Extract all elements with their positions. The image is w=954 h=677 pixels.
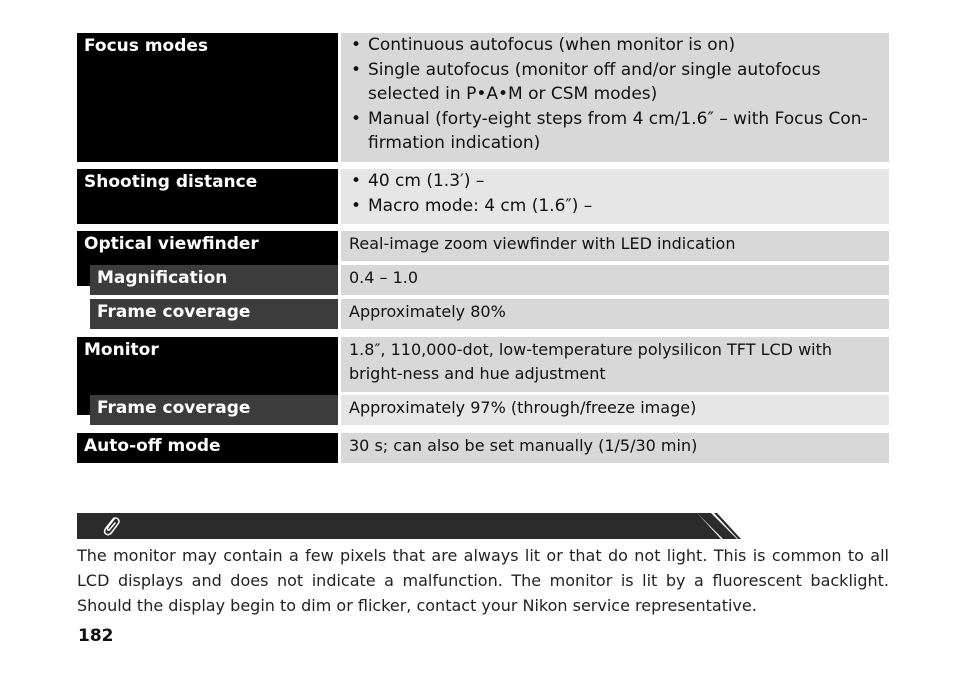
page-number: 182 [78, 626, 114, 646]
note-banner-tail [697, 513, 741, 539]
focus-modes-label [77, 33, 338, 162]
magnification-label-text: Magnification [97, 268, 228, 288]
shooting-distance-value [341, 169, 889, 224]
magnification-label [90, 265, 338, 295]
viewfinder-frame-coverage-value-text: Approximately 80% [349, 302, 506, 321]
viewfinder-frame-coverage-label-text: Frame coverage [97, 302, 251, 322]
shooting-distance-label-text: Shooting distance [84, 172, 258, 192]
optical-viewfinder-label-text: Optical viewfinder [84, 234, 259, 254]
focus-modes-value [341, 33, 889, 162]
monitor-frame-coverage-value [341, 395, 889, 425]
monitor-value-text: 1.8″, 110,000-dot, low-temperature polysilicon TFT LCD with bright-ness and hue adjustment [349, 340, 833, 383]
shooting-distance-label [77, 169, 338, 224]
monitor-frame-coverage-label-text: Frame coverage [97, 398, 251, 418]
monitor-frame-coverage-value-text: Approximately 97% (through/freeze image) [349, 398, 697, 417]
optical-viewfinder-value-text: Real-image zoom viewfinder with LED indication [349, 234, 736, 253]
focus-modes-label-text: Focus modes [84, 36, 209, 56]
shooting-distance-list [349, 169, 883, 218]
monitor-frame-coverage-label [90, 395, 338, 425]
viewfinder-frame-coverage-label [90, 299, 338, 329]
list-item: • 40 cm (1.3′) – [349, 169, 883, 194]
auto-off-mode-value-text: 30 s; can also be set manually (1/5/30 min) [349, 436, 698, 455]
auto-off-mode-label [77, 433, 338, 463]
magnification-value [341, 265, 889, 295]
list-item: • Single autofocus (monitor off and/or single autofocus selected in P•A•M or CSM modes) [349, 58, 883, 107]
note-banner [77, 513, 697, 539]
paperclip-icon [101, 515, 121, 537]
viewfinder-frame-coverage-value [341, 299, 889, 329]
optical-viewfinder-value [341, 231, 889, 261]
note-text: The monitor may contain a few pixels that are always lit or that do not light. This is common to all LCD displays and does not indicate a malfunction. The monitor is lit by a fluorescent backlight. Should the display begin to dim or flicker, contact your Nikon service representative. [77, 546, 889, 615]
list-item: • Macro mode: 4 cm (1.6″) – [349, 194, 883, 219]
focus-modes-list [349, 33, 883, 156]
list-item: • Manual (forty-eight steps from 4 cm/1.6″ – with Focus Con-firmation indication) [349, 107, 883, 156]
monitor-value [341, 337, 889, 392]
auto-off-mode-label-text: Auto-off mode [84, 436, 221, 456]
monitor-label-text: Monitor [84, 340, 159, 360]
magnification-value-text: 0.4 – 1.0 [349, 268, 419, 287]
list-item: • Continuous autofocus (when monitor is on) [349, 33, 883, 58]
auto-off-mode-value [341, 433, 889, 463]
